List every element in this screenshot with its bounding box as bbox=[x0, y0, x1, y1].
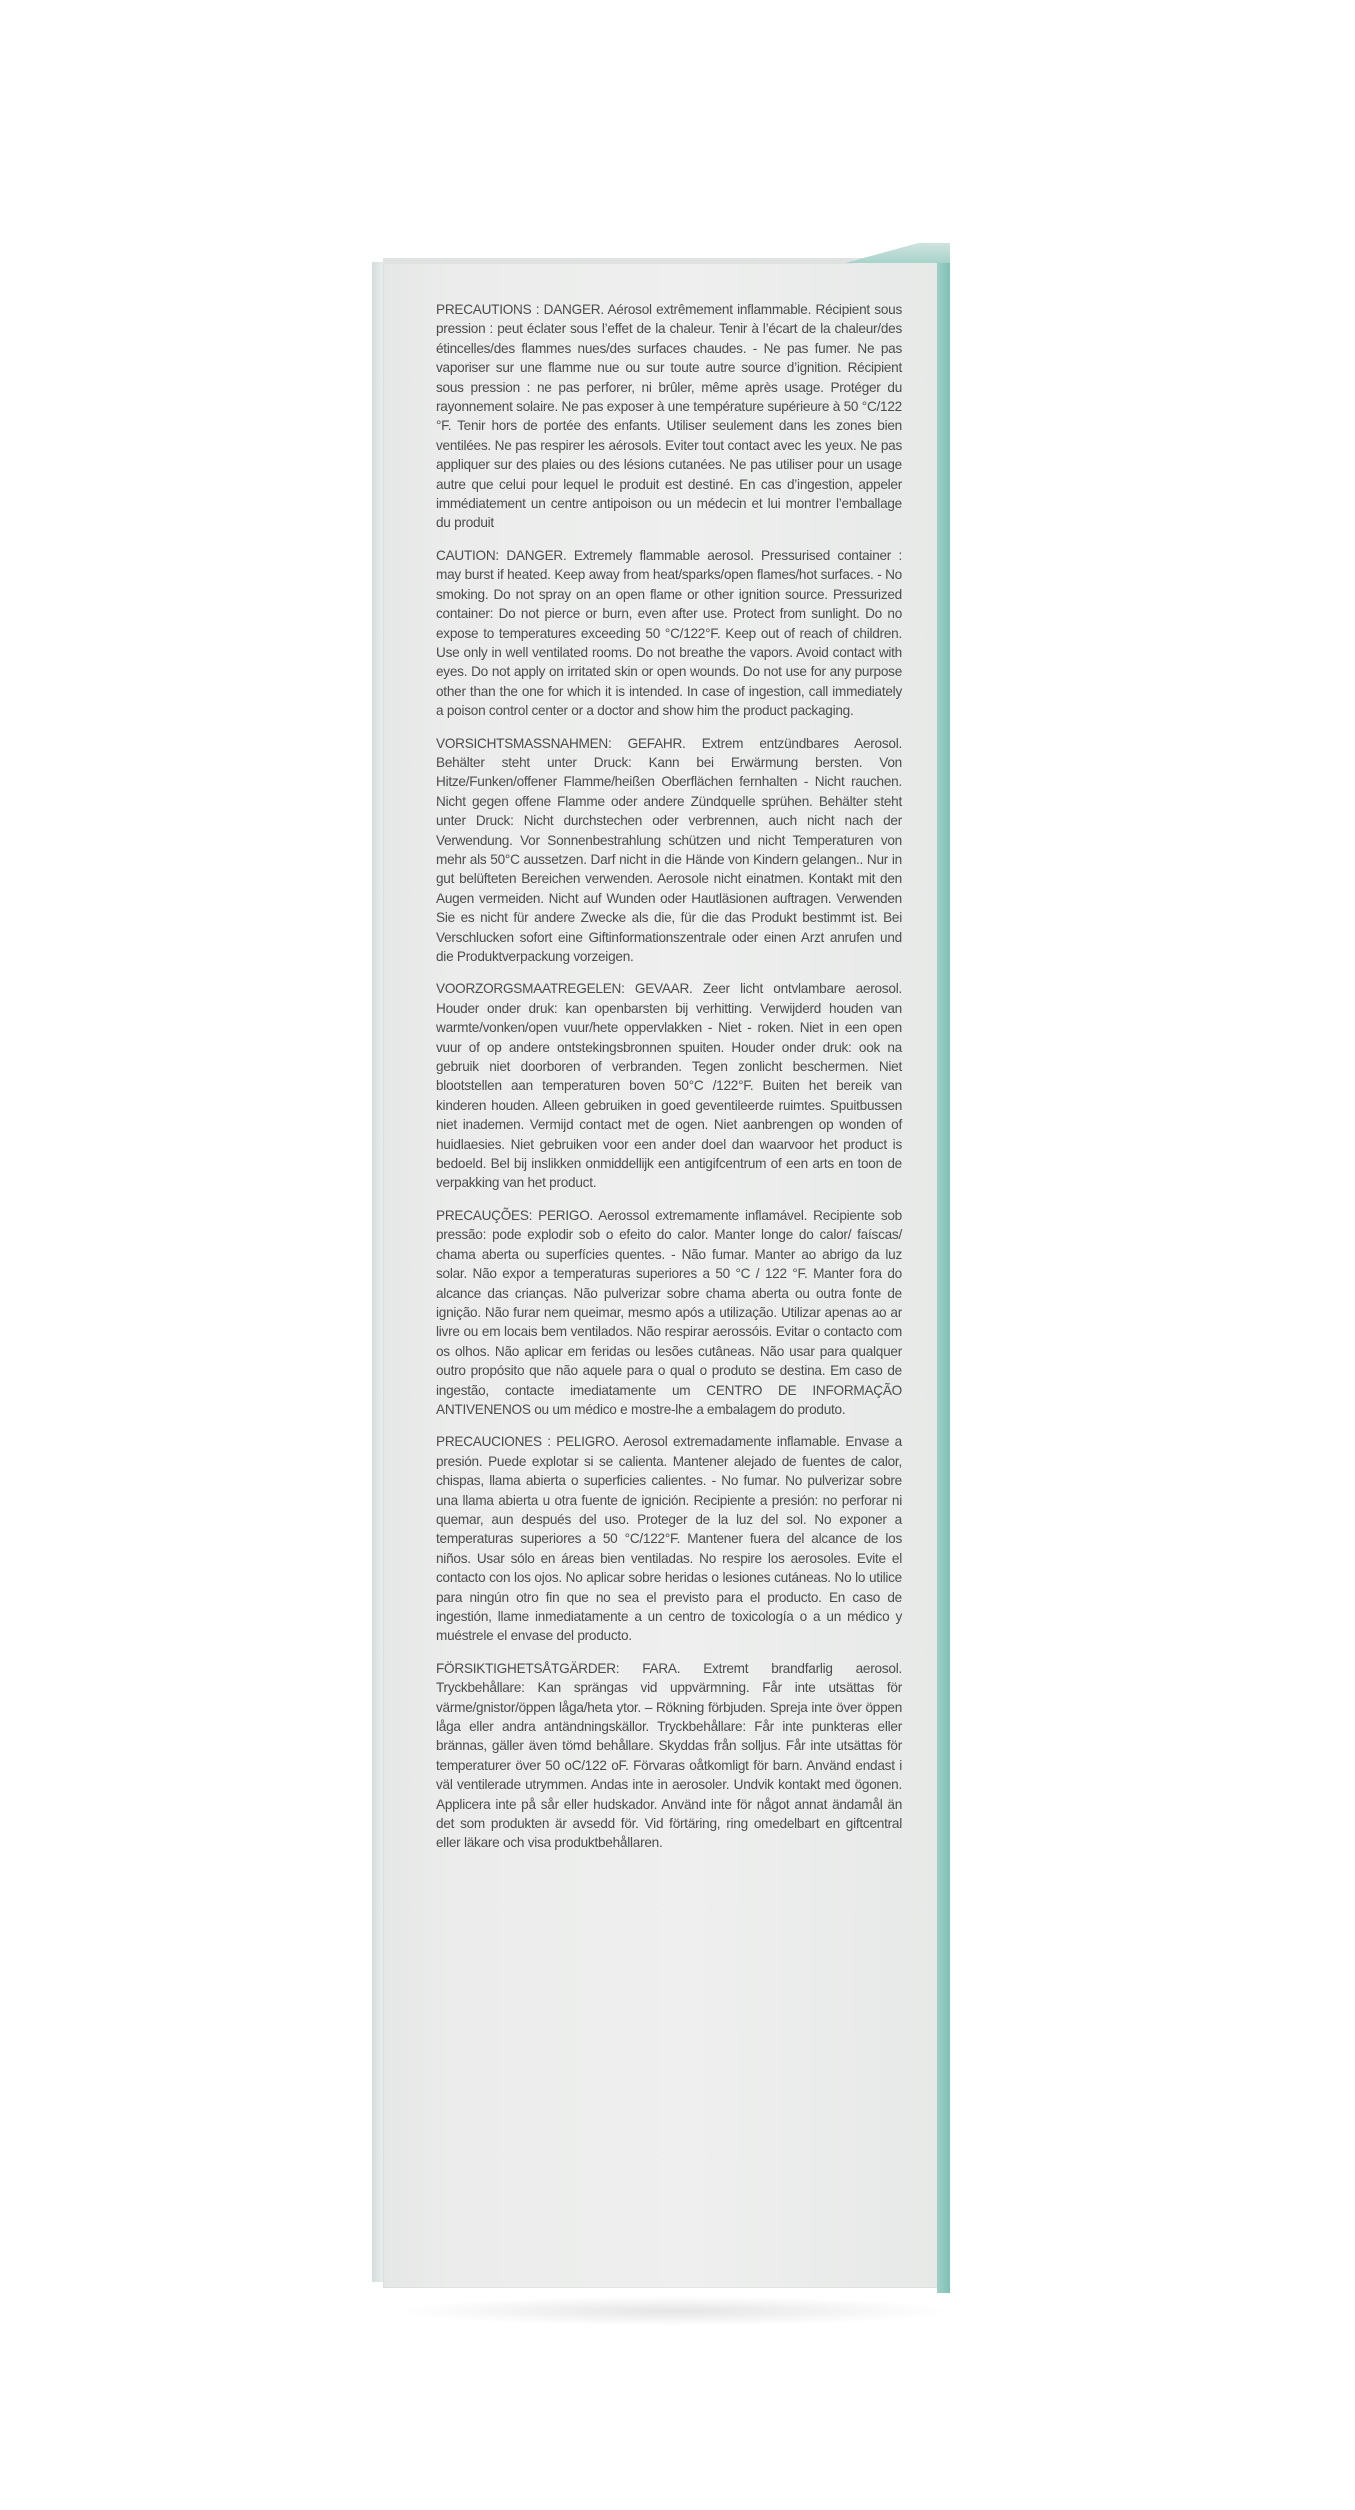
warning-portuguese: PRECAUÇÕES: PERIGO. Aerossol extremamente inflamável. Recipiente sob pressão: pode explodir sob o efeito do calor. Manter longe do calor/ faíscas/ chama aberta ou superfícies quentes. - Não fumar. Manter ao abrigo da luz solar. Não expor a temperaturas superiores a 50 °C / 122 °F. Manter fora do alcance das crianças. Não pulverizar sobre chama aberta ou outra fonte de ignição. Não furar nem queimar, mesmo após a utilização. Utilizar apenas ao ar livre ou em locais bem ventilados. Não respirar aerossóis. Evitar o contacto com os olhos. Não aplicar em feridas ou lesões cutâneas. Não usar para qualquer outro propósito que não aquele para o qual o produto se destina. Em caso de ingestão, contacte imediatamente um CENTRO DE INFORMAÇÃO ANTIVENENOS ou um médico e mostre-lhe a embalagem do produto. bbox=[436, 1207, 902, 1417]
warning-swedish: FÖRSIKTIGHETSÅTGÄRDER: FARA. Extremt brandfarlig aerosol. Tryckbehållare: Kan sprängas vid uppvärmning. Får inte utsättas för värme/gnistor/öppen låga/heta ytor. – Rökning förbjuden. Spreja inte över öppen låga eller andra antändningskällor. Tryckbehållare: Får inte punkteras eller brännas, gäller även tömd behållare. Skyddas från solljus. Får inte utsättas för temperaturer över 50 oC/122 oF. Förvaras oåtkomligt för barn. Använd endast i väl ventilerade utrymmen. Andas inte in aerosoler. Undvik kontakt med ögonen. Applicera inte på sår eller hudskador. Använd inte för något annat ändamål än det som produkten är avsedd för. Vid förtäring, ring omedelbart en giftcentral eller läkare och visa produktbehållaren. bbox=[436, 1660, 902, 1851]
box-top-flap bbox=[845, 243, 950, 263]
warning-spanish: PRECAUCIONES : PELIGRO. Aerosol extremadamente inflamable. Envase a presión. Puede explotar si se calienta. Mantener alejado de fuentes de calor, chispas, llama abierta o superficies calientes. - No fumar. No pulverizar sobre una llama abierta u otra fuente de ignición. Recipiente a presión: no perforar ni quemar, aun después del uso. Proteger de la luz del sol. No exponer a temperaturas superiores a 50 °C/122°F. Mantener fuera del alcance de los niños. Usar sólo en áreas bien ventiladas. No respire los aerosoles. Evite el contacto con los ojos. No aplicar sobre heridas o lesiones cutáneas. No lo utilice para ningún otro fin que no sea el previsto para el producto. En caso de ingestión, llame inmediatamente a un centro de toxicología o a un médico y muéstrele el envase del producto. bbox=[436, 1434, 902, 1644]
warning-dutch: VOORZORGSMAATREGELEN: GEVAAR. Zeer licht ontvlambare aerosol. Houder onder druk: kan openbarsten bij verhitting. Verwijderd houden van warmte/vonken/open vuur/hete oppervlakken - Niet - roken. Niet in een open vuur of op andere ontstekingsbronnen spuiten. Houder onder druk: ook na gebruik niet doorboren of verbranden. Tegen zonlicht beschermen. Niet blootstellen aan temperaturen boven 50°C /122°F. Buiten het bereik van kinderen houden. Alleen gebruiken in goed geventileerde ruimtes. Spuitbussen niet inademen. Vermijd contact met de ogen. Niet aanbrengen op wonden of huidlaesies. Niet gebruiken voor een ander doel dan waarvoor het product is bedoeld. Bel bij inslikken onmiddellijk een antigifcentrum of een arts en toon de verpakking van het product. bbox=[436, 981, 902, 1191]
safety-warnings bbox=[436, 300, 902, 1866]
box-top-edge bbox=[383, 258, 853, 264]
warning-english: CAUTION: DANGER. Extremely flammable aerosol. Pressurised container : may burst if heated. Keep away from heat/sparks/open flames/hot surfaces. - No smoking. Do not spray on an open flame or other ignition source. Pressurized container: Do not pierce or burn, even after use. Protect from sunlight. Do no expose to temperatures exceeding 50 °C/122°F. Keep out of reach of children. Use only in well ventilated rooms. Do not breathe the vapors. Avoid contact with eyes. Do not apply on irritated skin or open wounds. Do not use for any purpose other than the one for which it is intended. In case of ingestion, call immediately a poison control center or a doctor and show him the product packaging. bbox=[436, 547, 902, 719]
warning-german: VORSICHTSMASSNAHMEN: GEFAHR. Extrem entzündbares Aerosol. Behälter steht unter Druck: Kann bei Erwärmung bersten. Von Hitze/Funken/offener Flamme/heißen Oberflächen fernhalten - Nicht rauchen. Nicht gegen offene Flamme oder andere Zündquelle sprühen. Behälter steht unter Druck: Nicht durchstechen oder verbrennen, auch nicht nach der Verwendung. Vor Sonnenbestrahlung schützen und nicht Temperaturen von mehr als 50°C aussetzen. Darf nicht in die Hände von Kindern gelangen.. Nur in gut belüfteten Bereichen verwenden. Aerosole nicht einatmen. Kontakt mit den Augen vermeiden. Nicht auf Wunden oder Hautläsionen auftragen. Verwenden Sie es nicht für andere Zwecke als die, für die das Produkt bestimmt ist. Bei Verschlucken sofort eine Giftinformationszentrale oder einen Arzt anrufen und die Produktverpackung vorzeigen. bbox=[436, 735, 902, 964]
warning-french: PRECAUTIONS : DANGER. Aérosol extrêmement inflammable. Récipient sous pression : peut éclater sous l’effet de la chaleur. Tenir à l’écart de la chaleur/des étincelles/des flammes nues/des surfaces chaudes. - Ne pas fumer. Ne pas vaporiser sur une flamme nue ou sur toute autre source d’ignition. Récipient sous pression : ne pas perforer, ni brûler, même après usage. Protéger du rayonnement solaire. Ne pas exposer à une température supérieure à 50 °C/122 °F. Tenir hors de portée des enfants. Utiliser seulement dans les zones bien ventilées. Ne pas respirer les aérosols. Eviter tout contact avec les yeux. Ne pas appliquer sur des plaies ou des lésions cutanées. Ne pas utiliser pour un usage autre que celui pour lequel le produit est destiné. En cas d’ingestion, appeler immédiatement un centre antipoison ou un médecin et lui montrer l’emballage du produit bbox=[436, 302, 902, 531]
box-right-edge-teal bbox=[937, 258, 950, 2293]
box-shadow bbox=[395, 2296, 955, 2326]
